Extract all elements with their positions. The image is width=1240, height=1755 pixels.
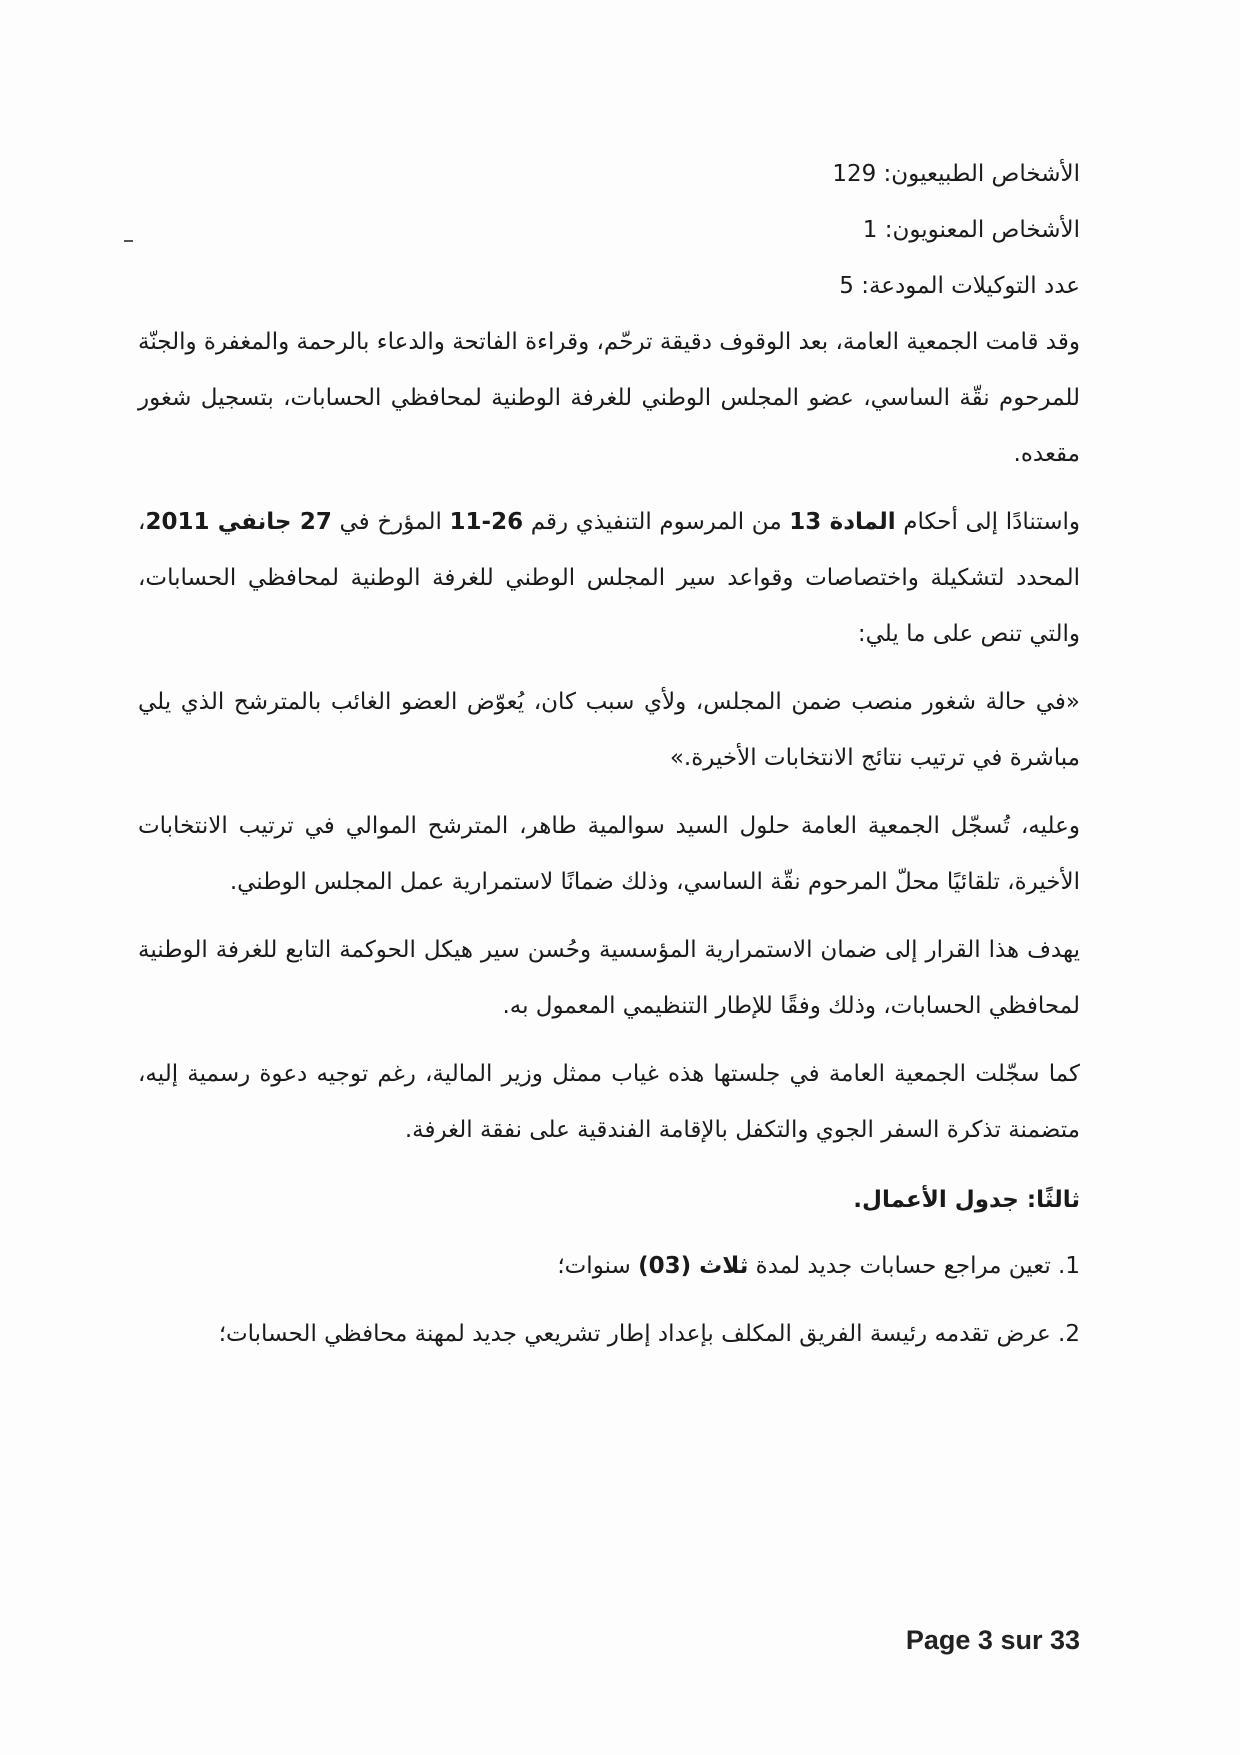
paragraph-quote: «في حالة شغور منصب ضمن المجلس، ولأي سبب كان، يُعوّض العضو الغائب بالمترشح الذي يلي مباشرة في ترتيب نتائج الانتخابات الأخيرة.»: [138, 689, 1080, 771]
agenda-item-1: [138, 1238, 1080, 1294]
stat-natural-persons: الأشخاص الطبيعيون: 129: [832, 161, 1080, 187]
paragraph-condolence: وقد قامت الجمعية العامة، بعد الوقوف دقيقة ترحّم، وقراءة الفاتحة والدعاء بالرحمة والمغفرة والجنّة للمرحوم نقّة الساسي، عضو المجلس الوطني للغرفة الوطنية لمحافظي الحسابات، بتسجيل شغور مقعده.: [137, 329, 1080, 467]
agenda-item-text: عرض تقدمه رئيسة الفريق المكلف بإعداد إطار تشريعي جديد لمهنة محافظي الحسابات؛: [218, 1321, 1059, 1347]
agenda-item-number: 2.: [1058, 1321, 1080, 1347]
legal-basis-text-1: واستنادًا إلى أحكام: [895, 509, 1081, 535]
paragraph-replacement: وعليه، تُسجّل الجمعية العامة حلول السيد سوالمية طاهر، المترشح الموالي في ترتيب الانتخابات الأخيرة، تلقائيًا محلّ المرحوم نقّة الساسي، وذلك ضمانًا لاستمرارية عمل المجلس الوطني.: [138, 813, 1080, 895]
agenda-item-number: 1.: [1058, 1253, 1080, 1279]
stat-legal-persons: الأشخاص المعنويون: 1: [862, 217, 1080, 243]
decree-number: 11-26: [449, 509, 524, 535]
paragraph-absence: كما سجّلت الجمعية العامة في جلستها هذه غياب ممثل وزير المالية، رغم توجيه دعوة رسمية إليه، متضمنة تذكرة السفر الجوي والتكفل بالإقامة الفندقية على نفقة الغرفة.: [138, 1061, 1080, 1143]
agenda-item-duration: ثلاث (03): [638, 1253, 749, 1279]
article-reference: المادة 13: [789, 509, 896, 535]
stat-proxies: عدد التوكيلات المودعة: 5: [839, 273, 1080, 299]
scan-speck: [124, 240, 133, 242]
agenda-item-text-2: سنوات؛: [557, 1253, 639, 1279]
legal-basis-text-4: ، المحدد لتشكيلة واختصاصات وقواعد سير المجلس الوطني للغرفة الوطنية لمحافظي الحسابات، والتي تنص على ما يلي:: [138, 509, 1080, 647]
agenda-item-2: [138, 1306, 1080, 1362]
decree-date: 27 جانفي 2011: [145, 509, 332, 535]
legal-basis-text-2: من المرسوم التنفيذي رقم: [523, 509, 790, 535]
section-title-agenda: ثالثًا: جدول الأعمال.: [853, 1187, 1080, 1213]
paragraph-objective: يهدف هذا القرار إلى ضمان الاستمرارية المؤسسية وحُسن سير هيكل الحوكمة التابع للغرفة الوطنية لمحافظي الحسابات، وذلك وفقًا للإطار التنظيمي المعمول به.: [138, 937, 1080, 1019]
agenda-item-text-1: تعين مراجع حسابات جديد لمدة: [748, 1253, 1059, 1279]
page-number: Page 3 sur 33: [905, 1625, 1080, 1655]
document-body: [138, 146, 1080, 1374]
paragraph-legal-basis: [138, 494, 1080, 662]
legal-basis-text-3: المؤرخ في: [331, 509, 450, 535]
agenda-list: [138, 1238, 1080, 1362]
